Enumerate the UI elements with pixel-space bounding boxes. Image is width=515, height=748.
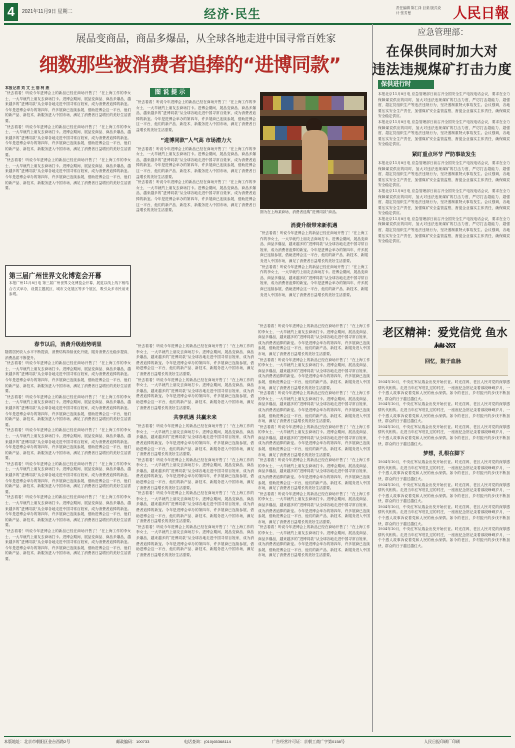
mr-body-1: “快去看看！听说今年进博会上的新品已经在商场开售了！”在上海工作的李女士，一大早就约上朋友去商场打卡。进博会期间，展品变商品、商品多爆品，越来越多的“进博同款”从全球各地走进中国寻常百姓家，成为消费者追捧的新宠。今年是进博会举办的第四年，许多展商已连续参展，借助进博会这一平台，他们的新产品、新技术、新服务进入中国市场，满足了消费者日益增长的美好生活需要。 bbox=[258, 324, 370, 356]
mr-body-6: “快去看看！听说今年进博会上的新品已经在商场开售了！”在上海工作的李女士，一大早就约上朋友去商场打卡。进博会期间，展品变商品、商品多爆品，越来越多的“进博同款”从全球各地走进中国寻常百姓家，成为消费者追捧的新宠。今年是进博会举办的第四年，许多展商已连续参展，借助进博会这一平台，他们的新产品、新技术、新服务进入中国市场，满足了消费者日益增长的美好生活需要。 bbox=[258, 491, 370, 524]
box-story-text: 本报广州11月8日电 第三届广州世界文化博览会开幕，展览以线上线下相结合方式举办，设置主题展区、城市文化展区等多个展区，吸引众多市民前来参观。 bbox=[9, 281, 129, 297]
right-body-4: 本报北京11月8日电 应急管理部日前召开全国安全生产电视电话会议，要求在全力保障煤炭供应的同时，加大对违法违规煤矿的打击力度，严厉打击超能力、超强度、超定员组织生产等违法违规行为，坚决遏制重特大事故发生。会议强调，各地要压实安全生产责任，加强煤矿安全监管监察，督促企业落实主体责任，确保煤炭安全稳定供应。 bbox=[378, 188, 510, 216]
main-col-1 bbox=[5, 86, 131, 262]
photo-person bbox=[302, 130, 328, 192]
issue-date: 2021年11月9日 星期二 bbox=[22, 9, 73, 15]
section-title: 经济·民生 bbox=[204, 7, 262, 21]
footer-item-1: 本版地址：北京市朝阳区金台西路2号 bbox=[4, 739, 71, 744]
feature-body-2: 1934年10月，中央红军从瑞金出发开始长征。时光荏苒，老区人民对党的深厚感情代代相传。走进当年红军驻扎过的村庄，一座座纪念馆记录着那段峥嵘岁月，一个个感人故事诉说着党和人民的鱼水深情。如今的老区，乡村振兴的步伐不断加快，群众的日子越过越红火。 bbox=[378, 402, 510, 424]
right-section-rule bbox=[376, 320, 510, 321]
mid-body-1: “快去看看！听说今年进博会上的新品已经在商场开售了！”在上海工作的李女士，一大早就约上朋友去商场打卡。进博会期间，展品变商品、商品多爆品，越来越多的“进博同款”从全球各地走进中国寻常百姓家，成为消费者追捧的新宠。今年是进博会举办的第四年，许多展商已连续参展，借助进博会这一平台，他们的新产品、新技术、新服务进入中国市场，满足了消费者日益增长的美好生活需要。 bbox=[136, 344, 254, 376]
header-rule bbox=[4, 23, 511, 25]
feature-banner bbox=[378, 348, 508, 376]
photo-caption: 图为在上海某商场，消费者选购“进博同款”商品。 bbox=[260, 210, 340, 214]
mid-body-2: “快去看看！听说今年进博会上的新品已经在商场开售了！”在上海工作的李女士，一大早就约上朋友去商场打卡。进博会期间，展品变商品、商品多爆品，越来越多的“进博同款”从全球各地走进中国寻常百姓家，成为消费者追捧的新宠。今年是进博会举办的第四年，许多展商已连续参展，借助进博会这一平台，他们的新产品、新技术、新服务进入中国市场，满足了消费者日益增长的美好生活需要。 bbox=[136, 377, 254, 410]
masthead-logo: 人民日報 bbox=[453, 6, 509, 22]
right-kicker: 应急管理部： bbox=[417, 28, 469, 38]
right-body-3: 本报北京11月8日电 应急管理部日前召开全国安全生产电视电话会议，要求在全力保障煤炭供应的同时，加大对违法违规煤矿的打击力度，严厉打击超能力、超强度、超定员组织生产等违法违规行为，坚决遏制重特大事故发生。会议强调，各地要压实安全生产责任，加强煤矿安全监管监察，督促企业落实主体责任，确保煤炭安全稳定供应。 bbox=[378, 160, 510, 188]
feature-headline: 老区精神：爱党信党 鱼水 bbox=[382, 326, 508, 339]
column-divider bbox=[372, 24, 373, 732]
left-body-5: “快去看看！听说今年进博会上的新品已经在商场开售了！”在上海工作的李女士，一大早就约上朋友去商场打卡。进博会期间，展品变商品、商品多爆品，越来越多的“进博同款”从全球各地走进中国寻常百姓家，成为消费者追捧的新宠。今年是进博会举办的第四年，许多展商已连续参展，借助进博会这一平台，他们的新产品、新技术、新服务进入中国市场，满足了消费者日益增长的美好生活需要。 bbox=[5, 461, 131, 494]
right-body-5: 本报北京11月8日电 应急管理部日前召开全国安全生产电视电话会议，要求在全力保障煤炭供应的同时，加大对违法违规煤矿的打击力度，严厉打击超能力、超强度、超定员组织生产等违法违规行为，坚决遏制重特大事故发生。会议强调，各地要压实安全生产责任，加强煤矿安全监管监察，督促企业落实主体责任，确保煤炭安全稳定供应。 bbox=[378, 216, 510, 244]
mid-body-6: “快去看看！听说今年进博会上的新品已经在商场开售了！”在上海工作的李女士，一大早就约上朋友去商场打卡。进博会期间，展品变商品、商品多爆品，越来越多的“进博同款”从全球各地走进中国寻常百姓家，成为消费者追捧的新宠。今年是进博会举办的第四年，许多展商已连续参展，借助进博会这一平台，他们的新产品、新技术、新服务进入中国市场，满足了消费者日益增长的美好生活需要。 bbox=[136, 524, 254, 557]
right-body-2: 本报北京11月8日电 应急管理部日前召开全国安全生产电视电话会议，要求在全力保障煤炭供应的同时，加大对违法违规煤矿的打击力度，严厉打击超能力、超强度、超定员组织生产等违法违规行为，坚决遏制重特大事故发生。会议强调，各地要压实安全生产责任，加强煤矿安全监管监察，督促企业落实主体责任，确保煤炭安全稳定供应。 bbox=[378, 119, 510, 147]
photo-label: 图 说 提 示 bbox=[150, 88, 190, 97]
left-body-6: “快去看看！听说今年进博会上的新品已经在商场开售了！”在上海工作的李女士，一大早就约上朋友去商场打卡。进博会期间，展品变商品、商品多爆品，越来越多的“进博同款”从全球各地走进中国寻常百姓家，成为消费者追捧的新宠。今年是进博会举办的第四年，许多展商已连续参展，借助进博会这一平台，他们的新产品、新技术、新服务进入中国市场，满足了消费者日益增长的美好生活需要。 bbox=[5, 495, 131, 528]
left-body-3: “快去看看！听说今年进博会上的新品已经在商场开售了！”在上海工作的李女士，一大早就约上朋友去商场打卡。进博会期间，展品变商品、商品多爆品，越来越多的“进博同款”从全球各地走进中国寻常百姓家，成为消费者追捧的新宠。今年是进博会举办的第四年，许多展商已连续参展，借助进博会这一平台，他们的新产品、新技术、新服务进入中国市场，满足了消费者日益增长的美好生活需要。 bbox=[5, 394, 131, 427]
right-label: 保供进行时 bbox=[378, 80, 434, 89]
mid-right-col-lower bbox=[258, 324, 370, 732]
main-body-2c: “快去看看！听说今年进博会上的新品已经在商场开售了！”在上海工作的李女士，一大早就约上朋友去商场打卡。进博会期间，展品变商品、商品多爆品，越来越多的“进博同款”从全球各地走进中国寻常百姓家，成为消费者追捧的新宠。今年是进博会举办的第四年，许多展商已连续参展，借助进博会这一平台，他们的新产品、新技术、新服务进入中国市场，满足了消费者日益增长的美好生活需要。 bbox=[136, 180, 256, 213]
mr-body-3: “快去看看！听说今年进博会上的新品已经在商场开售了！”在上海工作的李女士，一大早就约上朋友去商场打卡。进博会期间，展品变商品、商品多爆品，越来越多的“进博同款”从全球各地走进中国寻常百姓家，成为消费者追捧的新宠。今年是进博会举办的第四年，许多展商已连续参展，借助进博会这一平台，他们的新产品、新技术、新服务进入中国市场，满足了消费者日益增长的美好生活需要。 bbox=[258, 391, 370, 424]
main-body-3b: “快去看看！听说今年进博会上的新品已经在商场开售了！”在上海工作的李女士，一大早就约上朋友去商场打卡。进博会期间，展品变商品、商品多爆品，越来越多的“进博同款”从全球各地走进中国寻常百姓家，成为消费者追捧的新宠。今年是进博会举办的第四年，许多展商已连续参展，借助进博会这一平台，他们的新产品、新技术、新服务进入中国市场，满足了消费者日益增长的美好生活需要。 bbox=[260, 264, 368, 297]
right-body-1: 本报北京11月8日电 应急管理部日前召开全国安全生产电视电话会议，要求在全力保障煤炭供应的同时，加大对违法违规煤矿的打击力度，严厉打击超能力、超强度、超定员组织生产等违法违规行为，坚决遏制重特大事故发生。会议强调，各地要压实安全生产责任，加强煤矿安全监管监察，督促企业落实主体责任，确保煤炭安全稳定供应。 bbox=[378, 92, 510, 119]
mid-body-3: “快去看看！听说今年进博会上的新品已经在商场开售了！”在上海工作的李女士，一大早就约上朋友去商场打卡。进博会期间，展品变商品、商品多爆品，越来越多的“进博同款”从全球各地走进中国寻常百姓家，成为消费者追捧的新宠。今年是进博会举办的第四年，许多展商已连续参展，借助进博会这一平台，他们的新产品、新技术、新服务进入中国市场，满足了消费者日益增长的美好生活需要。 bbox=[136, 424, 254, 457]
main-body-3: “快去看看！听说今年进博会上的新品已经在商场开售了！”在上海工作的李女士，一大早就约上朋友去商场打卡。进博会期间，展品变商品、商品多爆品，越来越多的“进博同款”从全球各地走进中国寻常百姓家，成为消费者追捧的新宠。今年是进博会举办的第四年，许多展商已连续参展，借助进博会这一平台，他们的新产品、新技术、新服务进入中国市场，满足了消费者日益增长的美好生活需要。 bbox=[260, 231, 368, 263]
main-byline: 本报记者 刘 文 王 浩 柯 燕 bbox=[5, 86, 50, 90]
left-col-lower bbox=[5, 350, 131, 732]
feature-body-1: 1934年10月，中央红军从瑞金出发开始长征。时光荏苒，老区人民对党的深厚感情代代相传。走进当年红军驻扎过的村庄，一座座纪念馆记录着那段峥嵘岁月，一个个感人故事诉说着党和人民的鱼水深情。如今的老区，乡村振兴的步伐不断加快，群众的日子越过越红火。 bbox=[378, 380, 510, 401]
left-body-1: 随着居民收入水平不断提高，消费结构持续优化升级，服务消费占比稳步提高，消费品质不断提升。 bbox=[5, 350, 131, 360]
box-story-title: 第三届广州世界文化博览会开幕 bbox=[9, 272, 102, 280]
left-body-4: “快去看看！听说今年进博会上的新品已经在商场开售了！”在上海工作的李女士，一大早就约上朋友去商场打卡。进博会期间，展品变商品、商品多爆品，越来越多的“进博同款”从全球各地走进中国寻常百姓家，成为消费者追捧的新宠。今年是进博会举办的第四年，许多展商已连续参展，借助进博会这一平台，他们的新产品、新技术、新服务进入中国市场，满足了消费者日益增长的美好生活需要。 bbox=[5, 428, 131, 461]
footer-item-3: 电话查询：(010)65368114 bbox=[184, 739, 231, 744]
main-body-2b: “快去看看！听说今年进博会上的新品已经在商场开售了！”在上海工作的李女士，一大早就约上朋友去商场打卡。进博会期间，展品变商品、商品多爆品，越来越多的“进博同款”从全球各地走进中国寻常百姓家，成为消费者追捧的新宠。今年是进博会举办的第四年，许多展商已连续参展，借助进博会这一平台，他们的新产品、新技术、新服务进入中国市场，满足了消费者日益增长的美好生活需要。 bbox=[136, 146, 256, 179]
page-number: 4 bbox=[4, 3, 18, 21]
feature-body-5: 1934年10月，中央红军从瑞金出发开始长征。时光荏苒，老区人民对党的深厚感情代代相传。走进当年红军驻扎过的村庄，一座座纪念馆记录着那段峥嵘岁月，一个个感人故事诉说着党和人民的鱼水深情。如今的老区，乡村振兴的步伐不断加快，群众的日子越过越红火。 bbox=[378, 482, 510, 504]
main-headline: 细数那些被消费者追捧的“进博同款” bbox=[39, 54, 341, 76]
right-headline-1: 在保供同时加大对 bbox=[386, 44, 498, 60]
feature-subhead-1: 回忆，鼓于血脉 bbox=[424, 359, 462, 365]
mid-body-4: “快去看看！听说今年进博会上的新品已经在商场开售了！”在上海工作的李女士，一大早就约上朋友去商场打卡。进博会期间，展品变商品、商品多爆品，越来越多的“进博同款”从全球各地走进中国寻常百姓家，成为消费者追捧的新宠。今年是进博会举办的第四年，许多展商已连续参展，借助进博会这一平台，他们的新产品、新技术、新服务进入中国市场，满足了消费者日益增长的美好生活需要。 bbox=[136, 457, 254, 490]
mid-col-lower bbox=[136, 344, 254, 732]
feature-body-col bbox=[378, 380, 510, 732]
mid-body-5: “快去看看！听说今年进博会上的新品已经在商场开售了！”在上海工作的李女士，一大早就约上朋友去商场打卡。进博会期间，展品变商品、商品多爆品，越来越多的“进博同款”从全球各地走进中国寻常百姓家，成为消费者追捧的新宠。今年是进博会举办的第四年，许多展商已连续参展，借助进博会这一平台，他们的新产品、新技术、新服务进入中国市场，满足了消费者日益增长的美好生活需要。 bbox=[136, 491, 254, 524]
footer-item-5: 人民日报印刷厂印刷 bbox=[424, 739, 460, 744]
mr-body-2: “快去看看！听说今年进博会上的新品已经在商场开售了！”在上海工作的李女士，一大早就约上朋友去商场打卡。进博会期间，展品变商品、商品多爆品，越来越多的“进博同款”从全球各地走进中国寻常百姓家，成为消费者追捧的新宠。今年是进博会举办的第四年，许多展商已连续参展，借助进博会这一平台，他们的新产品、新技术、新服务进入中国市场，满足了消费者日益增长的美好生活需要。 bbox=[258, 357, 370, 390]
feature-subhead-2: 梦想，扎根在脚下 bbox=[423, 451, 465, 458]
feature-body-4: 1934年10月，中央红军从瑞金出发开始长征。时光荏苒，老区人民对党的深厚感情代代相传。走进当年红军驻扎过的村庄，一座座纪念馆记录着那段峥嵘岁月，一个个感人故事诉说着党和人民的鱼水深情。如今的老区，乡村振兴的步伐不断加快，群众的日子越过越红火。 bbox=[378, 460, 510, 481]
mr-body-5: “快去看看！听说今年进博会上的新品已经在商场开售了！”在上海工作的李女士，一大早就约上朋友去商场打卡。进博会期间，展品变商品、商品多爆品，越来越多的“进博同款”从全球各地走进中国寻常百姓家，成为消费者追捧的新宠。今年是进博会举办的第四年，许多展商已连续参展，借助进博会这一平台，他们的新产品、新技术、新服务进入中国市场，满足了消费者日益增长的美好生活需要。 bbox=[258, 458, 370, 491]
feature-body-3: 1934年10月，中央红军从瑞金出发开始长征。时光荏苒，老区人民对党的深厚感情代代相传。走进当年红军驻扎过的村庄，一座座纪念馆记录着那段峥嵘岁月，一个个感人故事诉说着党和人民的鱼水深情。如今的老区，乡村振兴的步伐不断加快，群众的日子越过越红火。 bbox=[378, 424, 510, 446]
main-subhead-1: “进博同款”人气高 市场潜力大 bbox=[160, 137, 232, 144]
footer-item-2: 邮政编码：100733 bbox=[116, 739, 150, 744]
main-body-1: “快去看看！听说今年进博会上的新品已经在商场开售了！”在上海工作的李女士，一大早就约上朋友去商场打卡。进博会期间，展品变商品、商品多爆品，越来越多的“进博同款”从全球各地走进中国寻常百姓家，成为消费者追捧的新宠。今年是进博会举办的第四年，许多展商已连续参展，借助进博会这一平台，他们的新产品、新技术、新服务进入中国市场，满足了消费者日益增长的美好生活需要。 bbox=[5, 91, 131, 123]
mr-body-4: “快去看看！听说今年进博会上的新品已经在商场开售了！”在上海工作的李女士，一大早就约上朋友去商场打卡。进博会期间，展品变商品、商品多爆品，越来越多的“进博同款”从全球各地走进中国寻常百姓家，成为消费者追捧的新宠。今年是进博会举办的第四年，许多展商已连续参展，借助进博会这一平台，他们的新产品、新技术、新服务进入中国市场，满足了消费者日益增长的美好生活需要。 bbox=[258, 424, 370, 457]
editors-credit: 责任编辑 陈仁泽 巨楽 版式设计 张芳曼 bbox=[396, 6, 441, 15]
box-story bbox=[5, 265, 131, 337]
main-kicker: 展品变商品，商品多爆品，从全球各地走进中国寻常百姓家 bbox=[76, 34, 336, 45]
right-subhead: 紧盯重点环节 严防事故发生 bbox=[411, 151, 477, 158]
page-header bbox=[4, 3, 511, 23]
footer-item-4: 广告经营许可证：京朝工商广字第0158号 bbox=[272, 739, 345, 744]
main-col-3 bbox=[260, 220, 368, 320]
page-footer bbox=[4, 736, 511, 746]
left-body-7: “快去看看！听说今年进博会上的新品已经在商场开售了！”在上海工作的李女士，一大早就约上朋友去商场打卡。进博会期间，展品变商品、商品多爆品，越来越多的“进博同款”从全球各地走进中国寻常百姓家，成为消费者追捧的新宠。今年是进博会举办的第四年，许多展商已连续参展，借助进博会这一平台，他们的新产品、新技术、新服务进入中国市场，满足了消费者日益增长的美好生活需要。 bbox=[5, 529, 131, 561]
right-col-upper bbox=[378, 92, 510, 318]
story-photo bbox=[260, 92, 367, 209]
left-subhead: 春节以后，消费升级趋势明显 bbox=[34, 342, 102, 348]
main-subhead-2: 消费升级带来新机遇 bbox=[290, 223, 338, 229]
right-headline-2: 违法违规煤矿打击力度 bbox=[372, 62, 512, 78]
left-body-2: “快去看看！听说今年进博会上的新品已经在商场开售了！”在上海工作的李女士，一大早就约上朋友去商场打卡。进博会期间，展品变商品、商品多爆品，越来越多的“进博同款”从全球各地走进中国寻常百姓家，成为消费者追捧的新宠。今年是进博会举办的第四年，许多展商已连续参展，借助进博会这一平台，他们的新产品、新技术、新服务进入中国市场，满足了消费者日益增长的美好生活需要。 bbox=[5, 361, 131, 394]
feature-body-6: 1934年10月，中央红军从瑞金出发开始长征。时光荏苒，老区人民对党的深厚感情代代相传。走进当年红军驻扎过的村庄，一座座纪念馆记录着那段峥嵘岁月，一个个感人故事诉说着党和人民的鱼水深情。如今的老区，乡村振兴的步伐不断加快，群众的日子越过越红火。 bbox=[378, 504, 510, 526]
main-body-1c: “快去看看！听说今年进博会上的新品已经在商场开售了！”在上海工作的李女士，一大早就约上朋友去商场打卡。进博会期间，展品变商品、商品多爆品，越来越多的“进博同款”从全球各地走进中国寻常百姓家，成为消费者追捧的新宠。今年是进博会举办的第四年，许多展商已连续参展，借助进博会这一平台，他们的新产品、新技术、新服务进入中国市场，满足了消费者日益增长的美好生活需要。 bbox=[5, 158, 131, 191]
main-body-2: “快去看看！听说今年进博会上的新品已经在商场开售了！”在上海工作的李女士，一大早就约上朋友去商场打卡。进博会期间，展品变商品、商品多爆品，越来越多的“进博同款”从全球各地走进中国寻常百姓家，成为消费者追捧的新宠。今年是进博会举办的第四年，许多展商已连续参展，借助进博会这一平台，他们的新产品、新技术、新服务进入中国市场，满足了消费者日益增长的美好生活需要。 bbox=[136, 100, 256, 132]
main-subhead-3: 共享机遇 共赢未来 bbox=[173, 415, 217, 422]
main-col-2 bbox=[136, 100, 256, 340]
feature-body-7: 1934年10月，中央红军从瑞金出发开始长征。时光荏苒，老区人民对党的深厚感情代代相传。走进当年红军驻扎过的村庄，一座座纪念馆记录着那段峥嵘岁月，一个个感人故事诉说着党和人民的鱼水深情。如今的老区，乡村振兴的步伐不断加快，群众的日子越过越红火。 bbox=[378, 527, 510, 549]
main-body-1b: “快去看看！听说今年进博会上的新品已经在商场开售了！”在上海工作的李女士，一大早就约上朋友去商场打卡。进博会期间，展品变商品、商品多爆品，越来越多的“进博同款”从全球各地走进中国寻常百姓家，成为消费者追捧的新宠。今年是进博会举办的第四年，许多展商已连续参展，借助进博会这一平台，他们的新产品、新技术、新服务进入中国市场，满足了消费者日益增长的美好生活需要。 bbox=[5, 124, 131, 157]
mr-body-7: “快去看看！听说今年进博会上的新品已经在商场开售了！”在上海工作的李女士，一大早就约上朋友去商场打卡。进博会期间，展品变商品、商品多爆品，越来越多的“进博同款”从全球各地走进中国寻常百姓家，成为消费者追捧的新宠。今年是进博会举办的第四年，许多展商已连续参展，借助进博会这一平台，他们的新产品、新技术、新服务进入中国市场，满足了消费者日益增长的美好生活需要。 bbox=[258, 525, 370, 558]
